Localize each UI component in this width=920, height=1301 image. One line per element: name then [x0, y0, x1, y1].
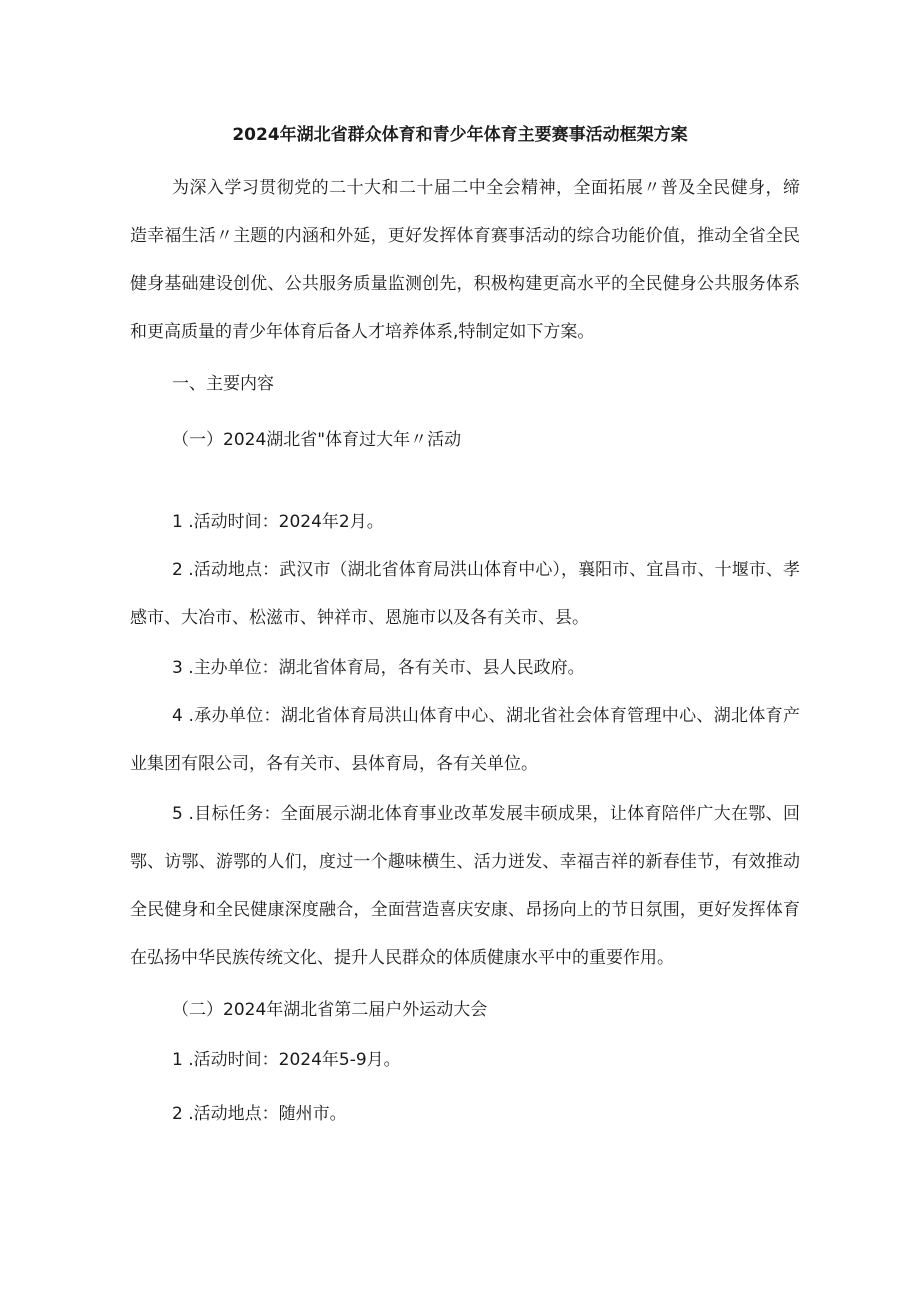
- list-item-activity-location: 2 .活动地点：武汉市（湖北省体育局洪山体育中心），襄阳市、宜昌市、十堰市、孝感市、大冶市、松滋市、钟祥市、恩施市以及各有关市、县。: [130, 560, 800, 628]
- document-title: 2024年湖北省群众体育和青少年体育主要赛事活动框架方案: [232, 125, 688, 145]
- list-item-activity-time-2: 1 .活动时间：2024年5-9月。: [172, 1050, 401, 1070]
- subsection-heading-2: （二）2024年湖北省第二届户外运动大会: [172, 1000, 488, 1020]
- list-item-goal-task: 5 .目标任务：全面展示湖北体育事业改革发展丰硕成果，让体育陪伴广大在鄂、回鄂、访鄂、游鄂的人们，度过一个趣味横生、活力迸发、幸福吉祥的新春佳节，有效推动全民健身和全民健康深度融合，全面营造喜庆安康、昂扬向上的节日氛围，更好发挥体育在弘扬中华民族传统文化、提升人民群众的体质健康水平中的重要作用。: [130, 804, 800, 968]
- list-item-organizer: 3 .主办单位：湖北省体育局，各有关市、县人民政府。: [172, 658, 585, 678]
- section-heading-main-content: 一、主要内容: [172, 374, 274, 394]
- list-item-undertaker: 4 .承办单位：湖北省体育局洪山体育中心、湖北省社会体育管理中心、湖北体育产业集团有限公司，各有关市、县体育局，各有关单位。: [130, 706, 800, 774]
- list-item-activity-time: 1 .活动时间：2024年2月。: [172, 512, 384, 532]
- list-item-activity-location-2: 2 .活动地点：随州市。: [172, 1104, 347, 1124]
- subsection-heading-1: （一）2024湖北省"体育过大年〃活动: [172, 430, 462, 450]
- intro-paragraph: 为深入学习贯彻党的二十大和二十届二中全会精神，全面拓展〃普及全民健身，缔造幸福生活〃主题的内涵和外延，更好发挥体育赛事活动的综合功能价值，推动全省全民健身基础建设创优、公共服务质量监测创先，积极构建更高水平的全民健身公共服务体系和更高质量的青少年体育后备人才培养体系,特制定如下方案。: [130, 178, 800, 342]
